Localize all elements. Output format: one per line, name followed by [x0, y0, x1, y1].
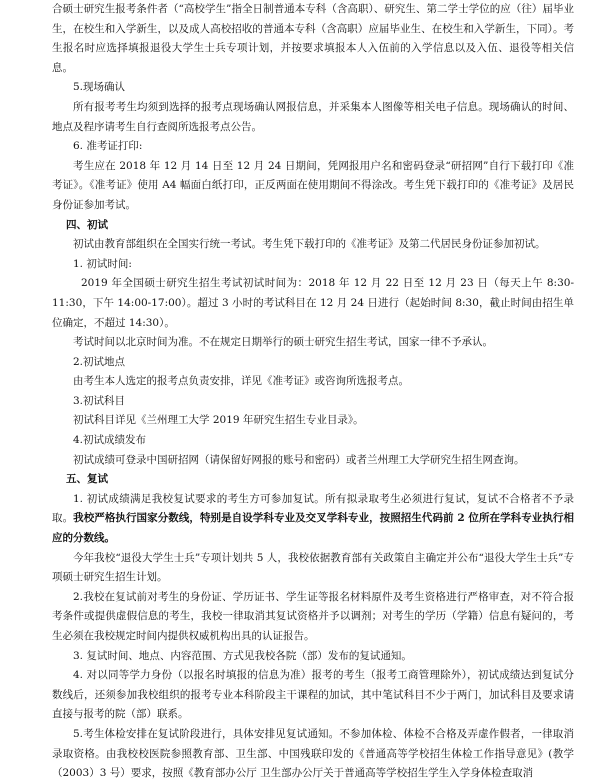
- paragraph-on-site-confirmation: 所有报考考生均须到选择的报考点现场确认网报信息，并采集本人图像等相关电子信息。现场确认的时间、地点及程序请考生自行查阅所选报考点公告。: [52, 100, 574, 133]
- paragraph-retest-requirement: [52, 490, 574, 549]
- paragraph-admission-ticket: 考生应在 2018 年 12 月 14 日至 12 月 24 日期间，凭网报用户名和密码登录“研招网”自行下载打印《准考证》。《准考证》使用 A4 幅面白纸打印，正反两面在使用期间不得涂改。考生凭下载打印的《准考证》及居民身份证参加考试。: [52, 159, 574, 211]
- paragraph-beijing-time: 考试时间以北京时间为准。不在规定日期举行的硕士研究生招生考试，国家一律不予承认。: [73, 336, 493, 349]
- section-heading-retest: 五、复试: [66, 473, 108, 486]
- paragraph-eligibility: 合硕士研究生报考条件者（“高校学生”指全日制普通本专科（含高职）、研究生、第二学士学位的应（往）届毕业生，在校生和入学新生，以及成人高校招收的普通本专科（含高职）应届毕业生、在校生和入学新生，下同）。考生报名时应选择填报退役大学生士兵专项计划，并按要求填报本人入伍前的入学信息以及入伍、退役等相关信息。: [52, 3, 574, 74]
- paragraph-exam-location: 由考生本人选定的报考点负责安排，详见《准考证》或咨询所选报考点。: [73, 375, 409, 388]
- item-exam-time: 1. 初试时间:: [73, 257, 132, 270]
- paragraph-equivalent-education: 4. 对以同等学力身份（以报名时填报的信息为准）报考的考生（报考工商管理除外），初试成绩达到复试分数线后，还须参加我校组织的报考专业本科阶段主干课程的加试，其中笔试科目不少于两门，加试科目及要求请直接与报考的院（部）联系。: [52, 669, 574, 721]
- section-heading-preliminary-exam: 四、初试: [66, 218, 108, 231]
- paragraph-retest-notice: 3. 复试时间、地点、内容范围、方式见我校各院（部）发布的复试通知。: [73, 649, 412, 662]
- retest-cutoff-emphasis: 我校严格执行国家分数线，特别是自设学科专业及交叉学科专业，按照招生代码前 2 位所在学科专业执行相应的分数线。: [52, 512, 574, 545]
- paragraph-physical-exam: 5.考生体检安排在复试阶段进行，具体安排见复试通知。不参加体检、体检不合格及弄虚作假者，一律取消录取资格。由我校校医院参照教育部、卫生部、中国残联印发的《普通高等学校招生体检工作指导意见》(教学（2003）3 号）要求，按照《教育部办公厅 卫生部办公厅关于普通高等学校招生学生入学身体检查取消: [52, 727, 574, 780]
- retest-requirement-text: 1. 初试成绩满足我校复试要求的考生方可参加复试。所有拟录取考生必须进行复试，复试不合格者不予录取。: [52, 492, 574, 525]
- paragraph-exam-subjects: 初试科目详见《兰州理工大学 2019 年研究生招生专业目录》。: [73, 414, 364, 427]
- paragraph-preliminary-exam-intro: 初试由教育部组织在全国实行统一考试。考生凭下载打印的《准考证》及第二代居民身份证参加初试。: [73, 238, 546, 251]
- paragraph-exam-time: 2019 年全国硕士研究生招生考试初试时间为：2018 年 12 月 22 日至 12 月 23 日（每天上午 8:30-11:30，下午 14:00-17:00）。超过 3 小时的考试科目在 12 月 24 日进行（起始时间 8:30，截止时间由招生单位确定，不超过 14:30）。: [52, 277, 574, 329]
- paragraph-score-release: 初试成绩可登录中国研招网（请保留好网报的账号和密码）或者兰州理工大学研究生招生网查询。: [73, 453, 525, 466]
- item-exam-subjects: 3.初试科目: [73, 394, 126, 407]
- item-on-site-confirmation: 5.现场确认: [73, 81, 126, 94]
- item-admission-ticket-printing: 6. 准考证打印:: [73, 140, 143, 153]
- item-exam-location: 2.初试地点: [73, 355, 126, 368]
- paragraph-qualification-review: 2.我校在复试前对考生的身份证、学历证书、学生证等报名材料原件及考生资格进行严格审查，对不符合报考条件或提供虚假信息的考生，我校一律取消其复试资格并予以调剂；对考生的学历（学籍）信息有疑问的，考生必须在我校规定时间内提供权威机构出具的认证报告。: [52, 590, 574, 642]
- item-score-release: 4.初试成绩发布: [73, 434, 147, 447]
- paragraph-veteran-quota: 今年我校“退役大学生士兵”专项计划共 5 人，我校依据教育部有关政策自主确定并公布“退役大学生士兵”专项硕士研究生招生计划。: [52, 551, 574, 584]
